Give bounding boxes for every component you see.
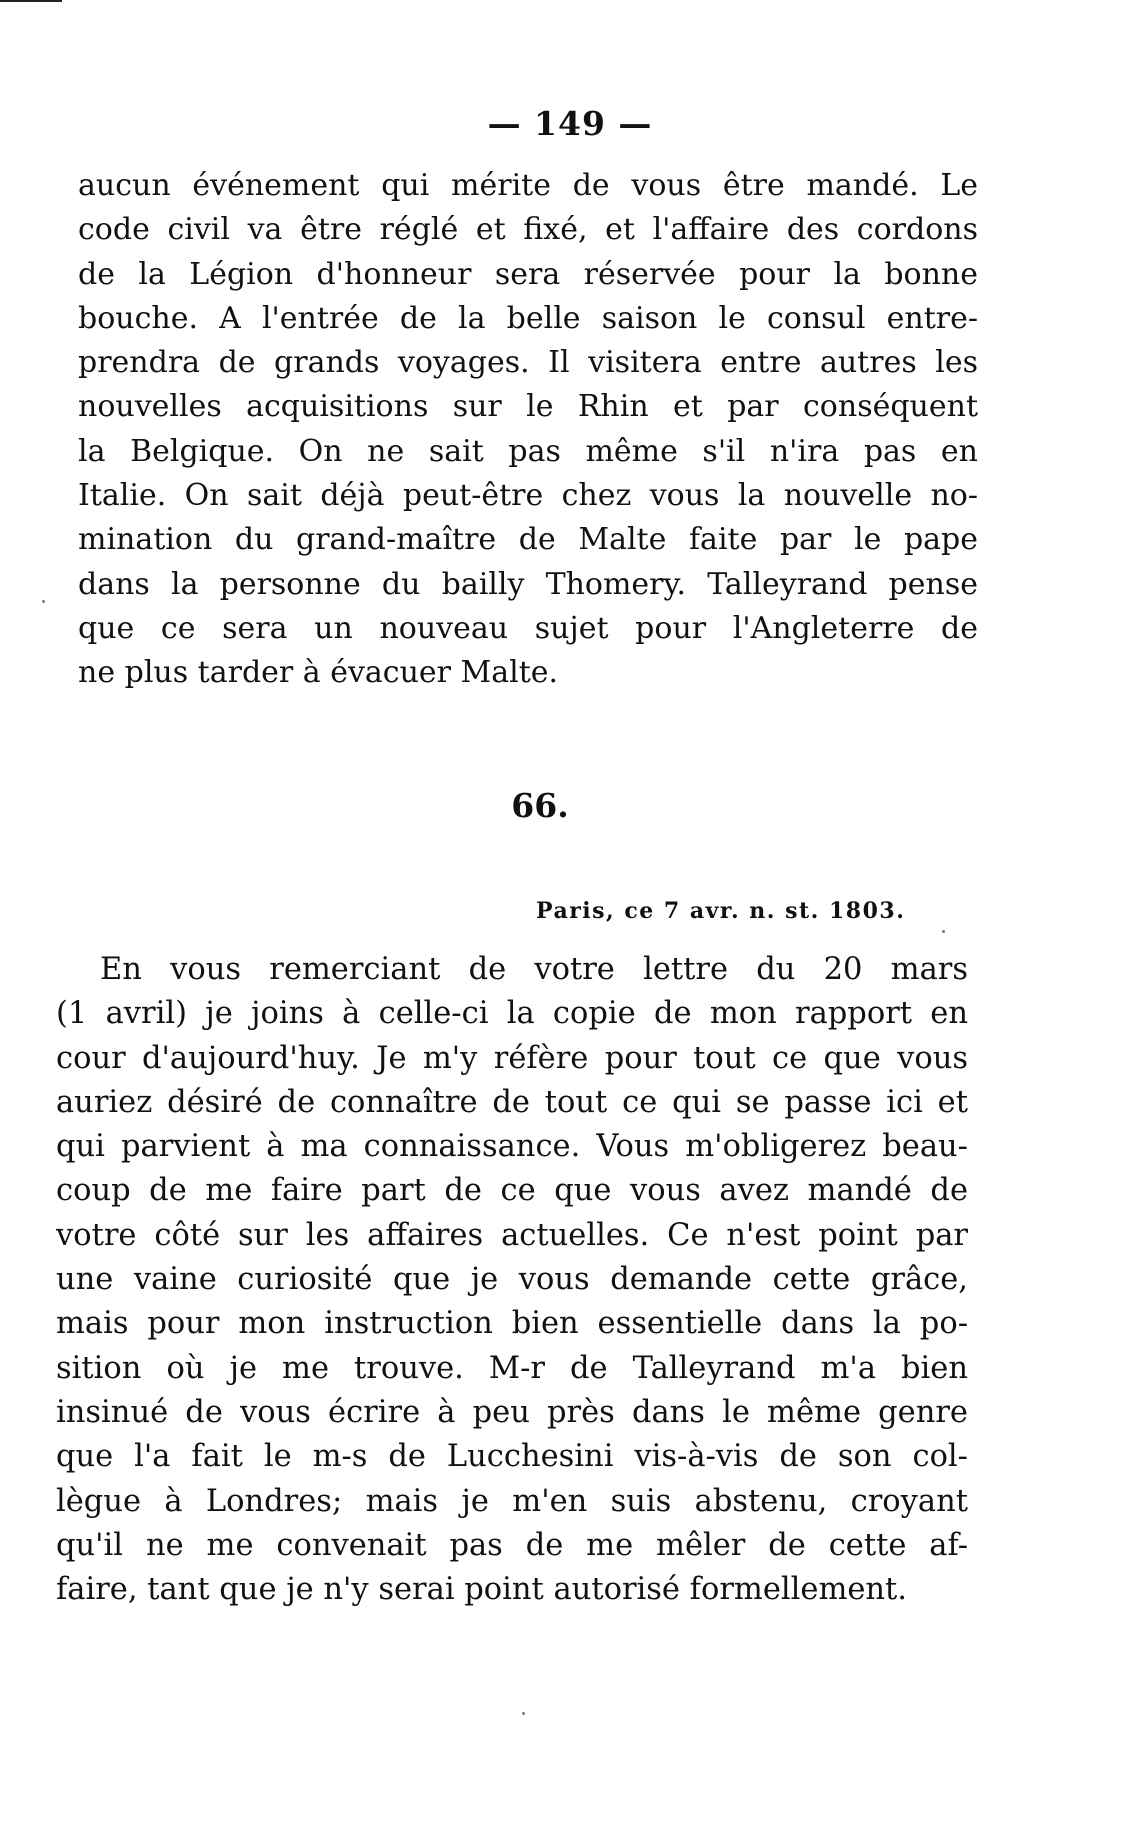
letter-number: 66. — [511, 786, 569, 825]
text-line: bouche. A l'entrée de la belle saison le consul entre- — [78, 300, 978, 336]
paragraph-continued — [78, 164, 978, 696]
text-line: aucun événement qui mérite de vous être mandé. Le — [78, 168, 978, 203]
text-line: nouvelles acquisitions sur le Rhin et par conséquent — [78, 389, 978, 425]
scan-corner-mark — [0, 0, 62, 2]
letter-body — [56, 948, 968, 1612]
letter-dateline: Paris, ce 7 avr. n. st. 1803. — [536, 898, 906, 924]
text-line: que l'a fait le m-s de Lucchesini vis-à-vis de son col- — [56, 1439, 968, 1475]
text-line: insinué de vous écrire à peu près dans le même genre — [56, 1394, 968, 1430]
text-line: coup de me faire part de ce que vous avez mandé de — [56, 1173, 968, 1209]
text-line: sition où je me trouve. M-r de Talleyrand m'a bien — [56, 1350, 968, 1386]
scan-speck — [522, 1712, 525, 1715]
text-line: qui parvient à ma connaissance. Vous m'obligerez beau- — [56, 1129, 968, 1165]
text-line: faire, tant que je n'y serai point autorisé formellement. — [56, 1572, 908, 1608]
scan-speck — [42, 600, 45, 603]
text-line: auriez désiré de connaître de tout ce qui se passe ici et — [56, 1084, 968, 1120]
text-line: une vaine curiosité que je vous demande cette grâce, — [56, 1262, 968, 1298]
text-line: dans la personne du bailly Thomery. Talleyrand pense — [78, 566, 978, 602]
text-line: prendra de grands voyages. Il visitera entre autres les — [78, 345, 978, 381]
text-line: mais pour mon instruction bien essentielle dans la po- — [56, 1306, 968, 1342]
text-line: qu'il ne me convenait pas de me mêler de cette af- — [56, 1527, 968, 1563]
text-line: votre côté sur les affaires actuelles. Ce n'est point par — [56, 1217, 968, 1253]
text-line: cour d'aujourd'huy. Je m'y réfère pour tout ce que vous — [56, 1040, 968, 1076]
text-line: Italie. On sait déjà peut-être chez vous la nouvelle no- — [78, 478, 978, 514]
text-line: la Belgique. On ne sait pas même s'il n'ira pas en — [78, 433, 978, 469]
scan-speck — [942, 930, 945, 933]
page-number: — 149 — — [487, 104, 653, 143]
text-line: que ce sera un nouveau sujet pour l'Angleterre de — [78, 610, 978, 646]
text-line: (1 avril) je joins à celle-ci la copie de mon rapport en — [56, 996, 968, 1032]
text-line: mination du grand-maître de Malte faite par le pape — [78, 522, 978, 558]
text-line: code civil va être réglé et fixé, et l'affaire des cordons — [78, 212, 978, 248]
text-line: lègue à Londres; mais je m'en suis abstenu, croyant — [56, 1483, 968, 1519]
text-line: de la Légion d'honneur sera réservée pour la bonne — [78, 256, 978, 292]
text-line: En vous remerciant de votre lettre du 20 mars — [100, 952, 968, 987]
text-line: ne plus tarder à évacuer Malte. — [78, 655, 559, 691]
